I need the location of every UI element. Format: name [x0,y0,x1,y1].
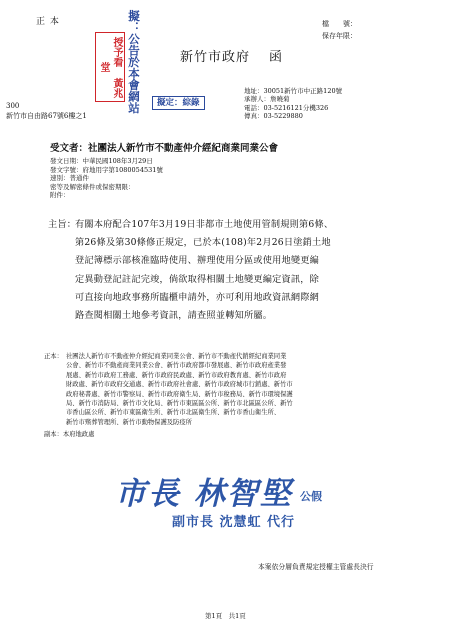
cc-line: 新竹市殯葬管理所、新竹市動物保護及防疫所 [66,418,192,426]
delegation-note: 本案依分層負責規定授權主管處長決行 [258,563,374,571]
recipient-label: 受文者： [50,143,89,154]
copy-to-label: 副本： [44,431,63,438]
subject-label: 主旨： [48,219,77,230]
recipient-name: 社團法人新竹市不動產仲介經紀商業同業公會 [88,143,279,154]
contact-phone: 電話：03-5216121分機326 [244,103,329,112]
urgency: 速別：普通件 [50,174,89,183]
subject-line: 登記簿標示部核准臨時使用、辦理使用分區或使用地變更編 [75,255,320,267]
archive-number-label: 檔 號： [322,20,357,28]
deputy-signature: 副市長 沈慧虹 代行 [172,515,296,530]
subject-body [75,216,333,325]
subject-line: 定異動登記註記完竣，倘欲取得相關土地變更編定資訊，除 [75,273,320,285]
contact-person: 承辦人：詹曉菊 [244,95,290,104]
recipient-address: 新竹市自由路67號6樓之1 [6,112,87,120]
subject-line: 可直接向地政事務所臨櫃申請外，亦可利用地政資訊網際網 [75,291,320,303]
subject-line: 有關本府配合107年3月19日非都市土地使用管制規則第6條、 [75,219,334,230]
draft-stamp-blue: 擬定：綜錄 [152,96,205,110]
mayor-signature: 市長 林智堅 [115,476,293,512]
approval-stamp-red: 授予看 黃兆堂 [95,32,125,102]
cc-line: 財政處、新竹市政府交通處、新竹市政府社會處、新竹市政府城市行銷處、新竹市 [66,381,293,389]
cc-line: 市香山區公所、新竹市東區衛生所、新竹市北區衛生所、新竹市香山衛生所、 [66,409,281,417]
org-name: 新竹市政府 [180,50,251,65]
page-footer: 第1頁 共1頁 [205,612,246,620]
contact-address: 地址：30051新竹市中正路120號 [244,87,343,95]
copy-to-line [44,430,94,439]
cc-line: 公會、新竹市不動產商業同業公會、新竹市政府都市發展處、新竹市政府產業發 [66,362,287,370]
cc-line: 局、新竹市消防局、新竹市文化局、新竹市東區區公所、新竹市北區區公所、新竹 [66,400,293,408]
security-level: 密等及解密條件或保密期限： [50,182,135,191]
postal-code: 300 [6,102,20,110]
issue-date: 發文日期：中華民國108年3月29日 [50,157,153,165]
contact-block [244,87,342,120]
cc-list [66,352,293,427]
cc-line: 社團法人新竹市不動產仲介經紀商業同業公會、新竹市不動產代銷經紀商業同業 [66,353,287,360]
cc-label: 正本： [44,353,63,360]
cc-line: 展處、新竹市政府工務處、新竹市政府民政處、新竹市政府教育處、新竹市政府 [66,371,287,379]
contact-fax: 傳真：03-5229880 [244,111,303,120]
document-type: 函 [269,50,284,65]
recipient-line [50,140,278,154]
subject-line: 路查閱相關土地參考資訊，請查照並轉知所屬。 [75,310,273,322]
copy-to-recipient: 本府地政處 [62,431,95,438]
retention-label: 保存年限： [322,32,357,40]
subject-line: 第26條及第30條修正規定，已於本(108)年2月26日塗銷土地 [75,237,331,249]
attachments: 附件： [50,191,70,200]
signature-note: 公假 [300,490,322,503]
document-number: 發文字號：府地用字第1080054531號 [50,165,163,174]
copy-label: 正 本 [36,17,60,27]
meta-block [50,157,163,200]
handwritten-note-blue: 擬：公告於本會網站 [127,10,141,114]
cc-line: 政府秘書處、新竹市警察局、新竹市政府衛生局、新竹市稅務局、新竹市環境保護 [66,390,293,398]
